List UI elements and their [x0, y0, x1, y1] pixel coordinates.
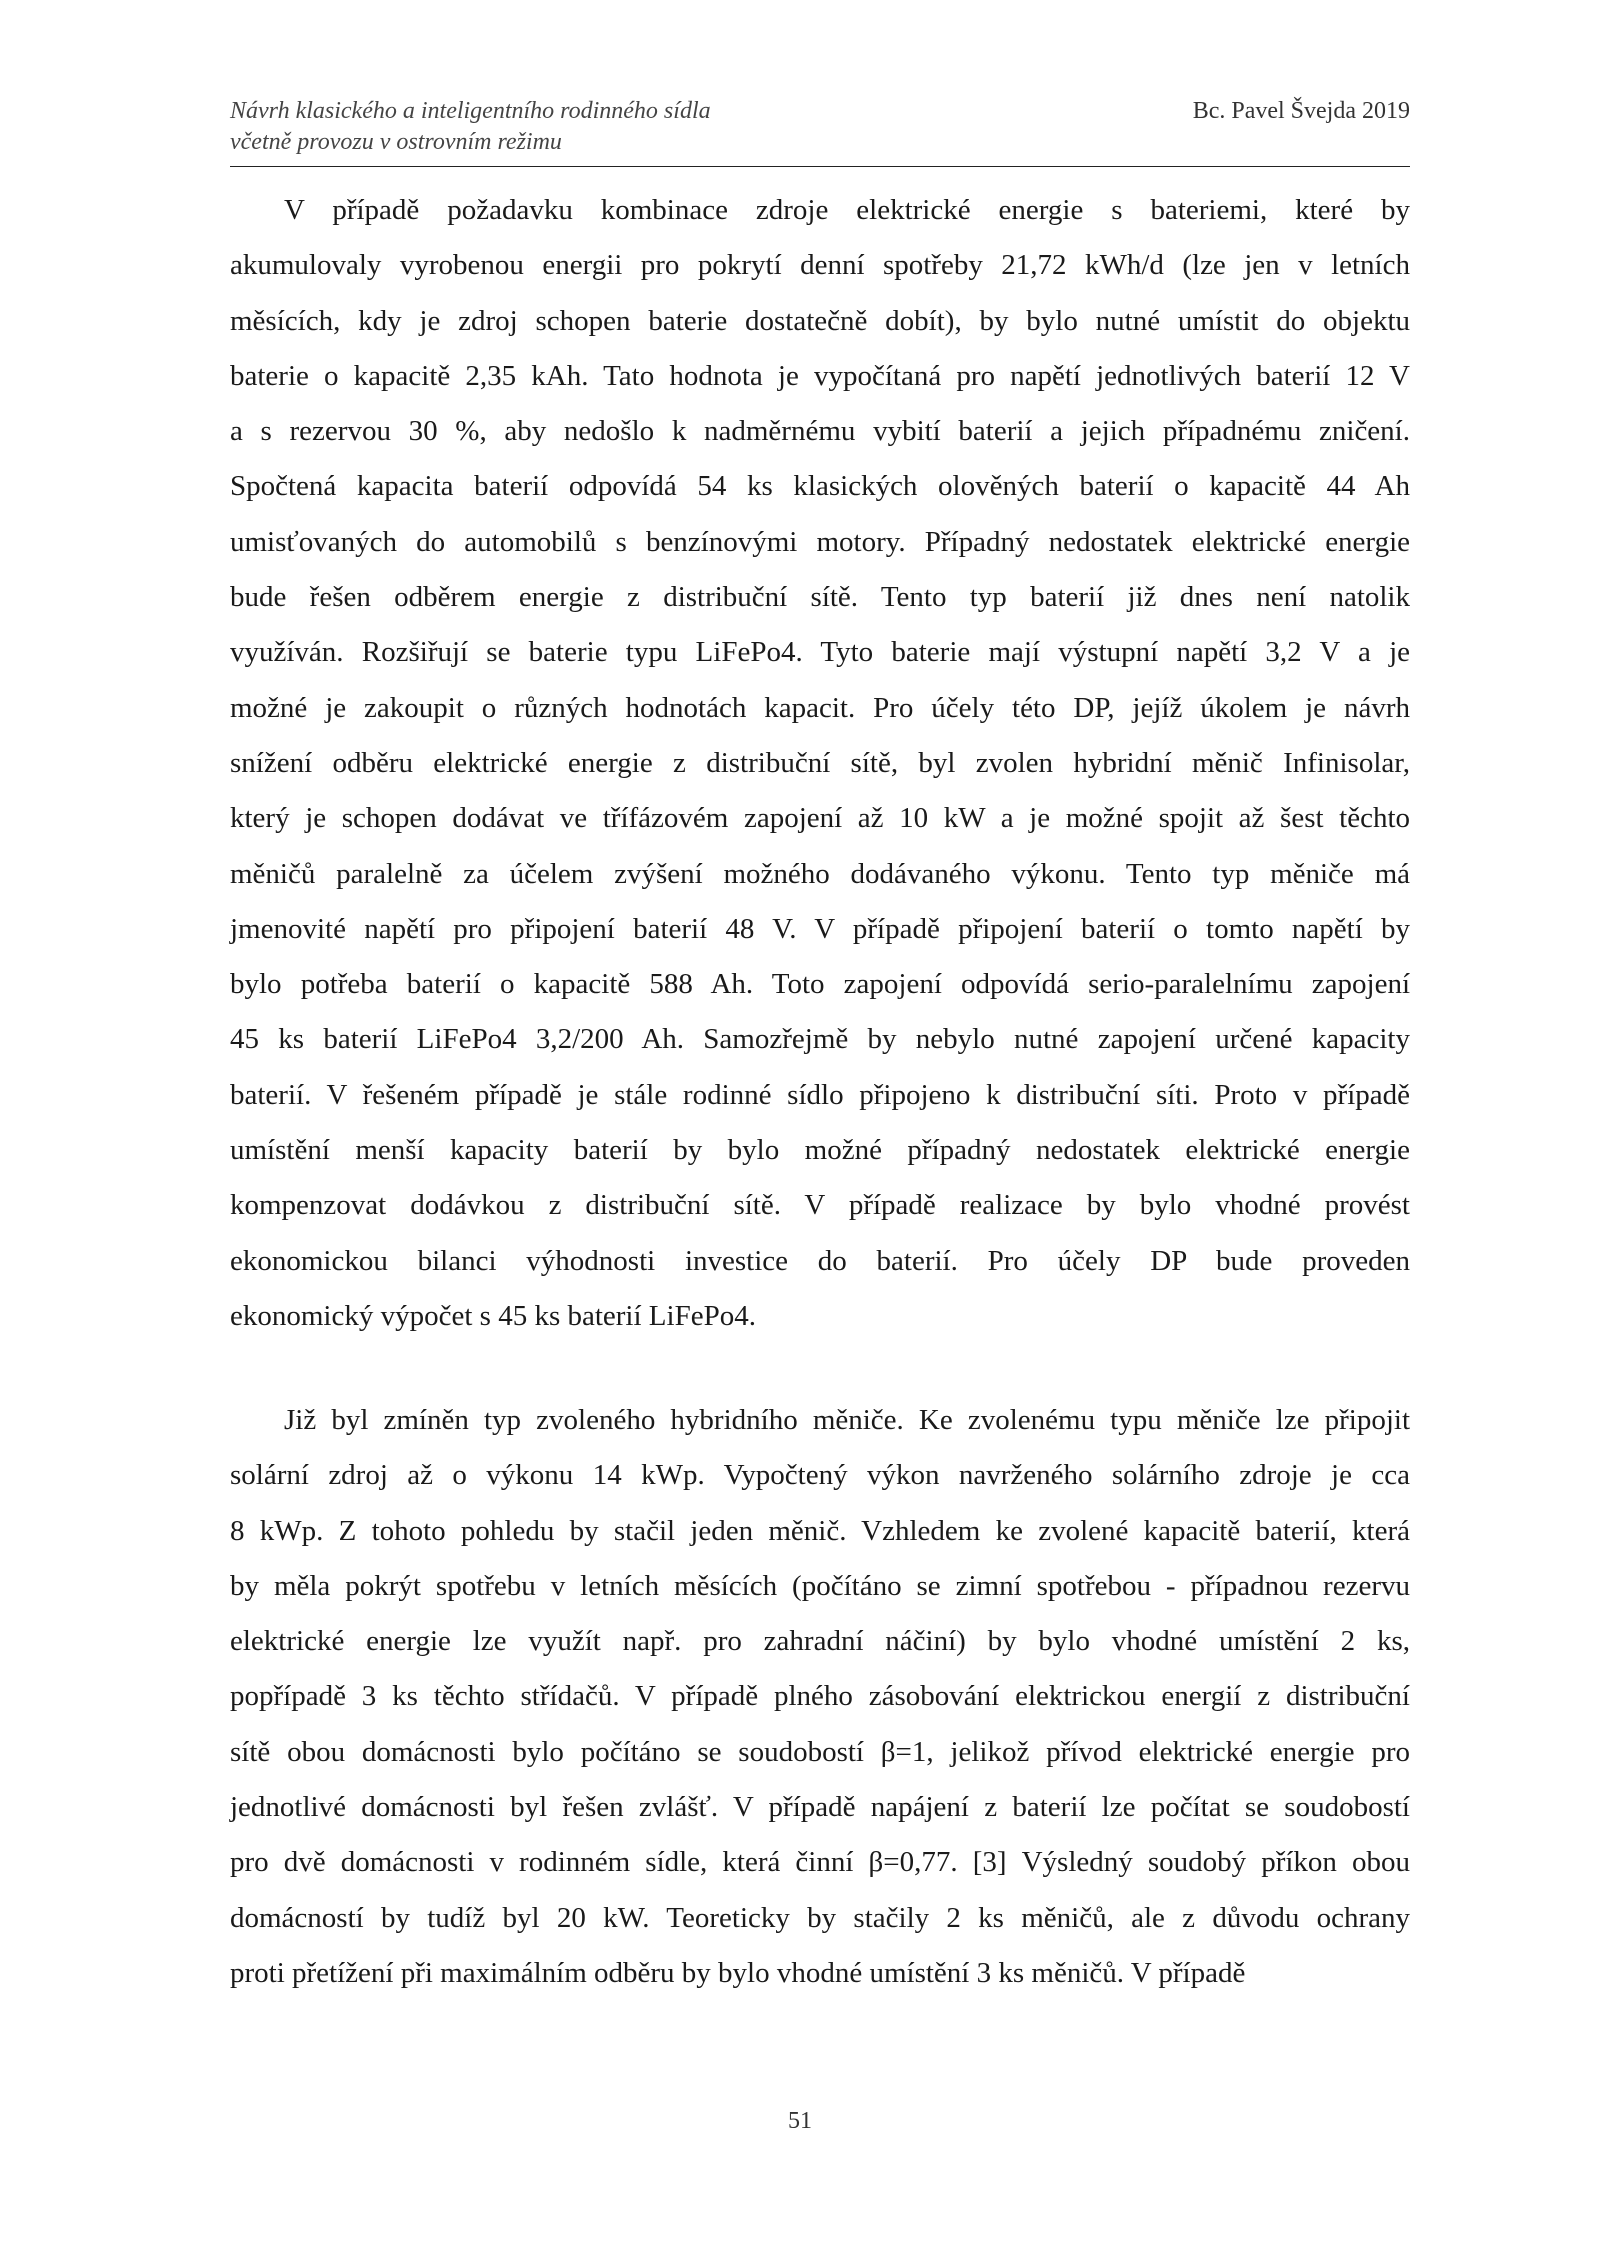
text-line: 45 ks baterií LiFePo4 3,2/200 Ah. Samozřejmě by nebylo nutné zapojení určené kapacity: [230, 1023, 1410, 1056]
text-line: umístění menší kapacity baterií by bylo možné případný nedostatek elektrické energie: [230, 1134, 1410, 1167]
text-line: měsících, kdy je zdroj schopen baterie dostatečně dobít), by bylo nutné umístit do objektu: [230, 304, 1410, 337]
text-line: V případě požadavku kombinace zdroje elektrické energie s bateriemi, které by: [284, 194, 1410, 226]
header-divider: [230, 166, 1410, 167]
text-line: 8 kWp. Z tohoto pohledu by stačil jeden měnič. Vzhledem ke zvolené kapacitě baterií, která: [230, 1514, 1410, 1547]
text-line: měničů paralelně za účelem zvýšení možného dodávaného výkonu. Tento typ měniče má: [230, 857, 1410, 890]
text-line: jmenovité napětí pro připojení baterií 48 V. V případě připojení baterií o tomto napětí by: [230, 912, 1410, 945]
text-line: pro dvě domácnosti v rodinném sídle, která činní β=0,77. [3] Výsledný soudobý příkon obou: [230, 1846, 1410, 1879]
header-title-line-2: včetně provozu v ostrovním režimu: [230, 129, 562, 155]
text-line: ekonomickou bilanci výhodnosti investice do baterií. Pro účely DP bude proveden: [230, 1244, 1410, 1277]
text-line: bude řešen odběrem energie z distribuční sítě. Tento typ baterií již dnes není natolik: [230, 581, 1410, 614]
text-line: Spočtená kapacita baterií odpovídá 54 ks klasických olověných baterií o kapacitě 44 Ah: [230, 470, 1410, 503]
text-line: baterií. V řešeném případě je stále rodinné sídlo připojeno k distribuční síti. Proto v případě: [230, 1078, 1410, 1111]
text-line: kompenzovat dodávkou z distribuční sítě. V případě realizace by bylo vhodné provést: [230, 1189, 1410, 1222]
running-header: [230, 96, 1410, 164]
text-line: baterie o kapacitě 2,35 kAh. Tato hodnota je vypočítaná pro napětí jednotlivých baterií 12 V: [230, 359, 1410, 392]
text-line: solární zdroj až o výkonu 14 kWp. Vypočtený výkon navrženého solárního zdroje je cca: [230, 1459, 1410, 1492]
page-number: 51: [788, 2108, 812, 2134]
text-line: možné je zakoupit o různých hodnotách kapacit. Pro účely této DP, jejíž úkolem je návrh: [230, 691, 1410, 724]
text-line: proti přetížení při maximálním odběru by bylo vhodné umístění 3 ks měničů. V případě: [230, 1956, 1246, 1989]
header-title-line-1: Návrh klasického a inteligentního rodinného sídla: [230, 98, 711, 124]
text-line: domácností by tudíž byl 20 kW. Teoreticky by stačily 2 ks měničů, ale z důvodu ochrany: [230, 1901, 1410, 1934]
text-line: akumulovaly vyrobenou energii pro pokrytí denní spotřeby 21,72 kWh/d (lze jen v letních: [230, 249, 1410, 282]
header-thesis-title: [230, 96, 711, 158]
text-line: elektrické energie lze využít např. pro zahradní náčiní) by bylo vhodné umístění 2 ks,: [230, 1625, 1410, 1658]
paragraph-hybrid-inverter: [230, 1400, 1410, 2008]
text-line: by měla pokrýt spotřebu v letních měsících (počítáno se zimní spotřebou - případnou rezervu: [230, 1569, 1410, 1602]
text-line: Již byl zmíněn typ zvoleného hybridního měniče. Ke zvolenému typu měniče lze připojit: [284, 1404, 1410, 1436]
text-line: popřípadě 3 ks těchto střídačů. V případě plného zásobování elektrickou energií z distribuční: [230, 1680, 1410, 1713]
text-line: ekonomický výpočet s 45 ks baterií LiFePo4.: [230, 1299, 756, 1332]
text-line: sítě obou domácnosti bylo počítáno se soudobostí β=1, jelikož přívod elektrické energie pro: [230, 1735, 1410, 1768]
header-author: Bc. Pavel Švejda 2019: [1192, 98, 1410, 124]
paragraph-batteries: [230, 190, 1410, 1351]
text-line: snížení odběru elektrické energie z distribuční sítě, byl zvolen hybridní měnič Infinisolar,: [230, 746, 1410, 779]
text-line: který je schopen dodávat ve třífázovém zapojení až 10 kW a je možné spojit až šest těchto: [230, 802, 1410, 835]
text-line: a s rezervou 30 %, aby nedošlo k nadměrnému vybití baterií a jejich případnému zničení.: [230, 415, 1410, 448]
text-line: bylo potřeba baterií o kapacitě 588 Ah. Toto zapojení odpovídá serio-paralelnímu zapojení: [230, 968, 1410, 1001]
text-line: jednotlivé domácnosti byl řešen zvlášť. V případě napájení z baterií lze počítat se soudobostí: [230, 1791, 1410, 1824]
text-line: využíván. Rozšiřují se baterie typu LiFePo4. Tyto baterie mají výstupní napětí 3,2 V a je: [230, 636, 1410, 669]
text-line: umisťovaných do automobilů s benzínovými motory. Případný nedostatek elektrické energie: [230, 525, 1410, 558]
